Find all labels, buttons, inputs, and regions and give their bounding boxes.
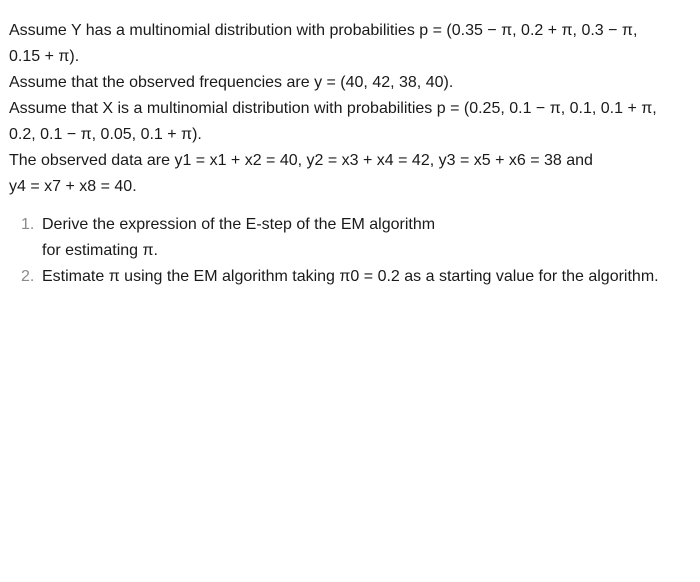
text-line: Derive the expression of the E-step of the EM algorithm (42, 216, 436, 233)
text-line: The observed data are y1 = x1 + x2 = 40, y2 = x3 + x4 = 42, y3 = x5 + x6 = 38 and (9, 152, 593, 169)
list-number: 1. (21, 216, 35, 233)
text-line: Assume that X is a multinomial distribution with probabilities p = (0.25, 0.1 − π, 0.1, 0.1 + π, (9, 100, 657, 117)
text-line: Estimate π using the EM algorithm taking π0 = 0.2 as a starting value for the algorithm. (42, 268, 659, 285)
paragraph-observed-frequencies (9, 70, 695, 96)
paragraph-distribution-x (9, 96, 695, 148)
text-line: Assume that the observed frequencies are y = (40, 42, 38, 40). (9, 74, 454, 91)
text-line: 0.15 + π). (9, 48, 80, 65)
text-line: y4 = x7 + x8 = 40. (9, 178, 137, 195)
question-list (9, 212, 695, 290)
paragraph-distribution-y (9, 18, 695, 70)
text-line: for estimating π. (42, 242, 158, 259)
paragraph-observed-data (9, 148, 695, 200)
list-item (9, 212, 695, 264)
text-line: Assume Y has a multinomial distribution with probabilities p = (0.35 − π, 0.2 + π, 0.3 − π, (9, 22, 638, 39)
problem-text (9, 18, 695, 290)
list-item (9, 264, 695, 290)
text-line: 0.2, 0.1 − π, 0.05, 0.1 + π). (9, 126, 202, 143)
list-number: 2. (21, 268, 35, 285)
